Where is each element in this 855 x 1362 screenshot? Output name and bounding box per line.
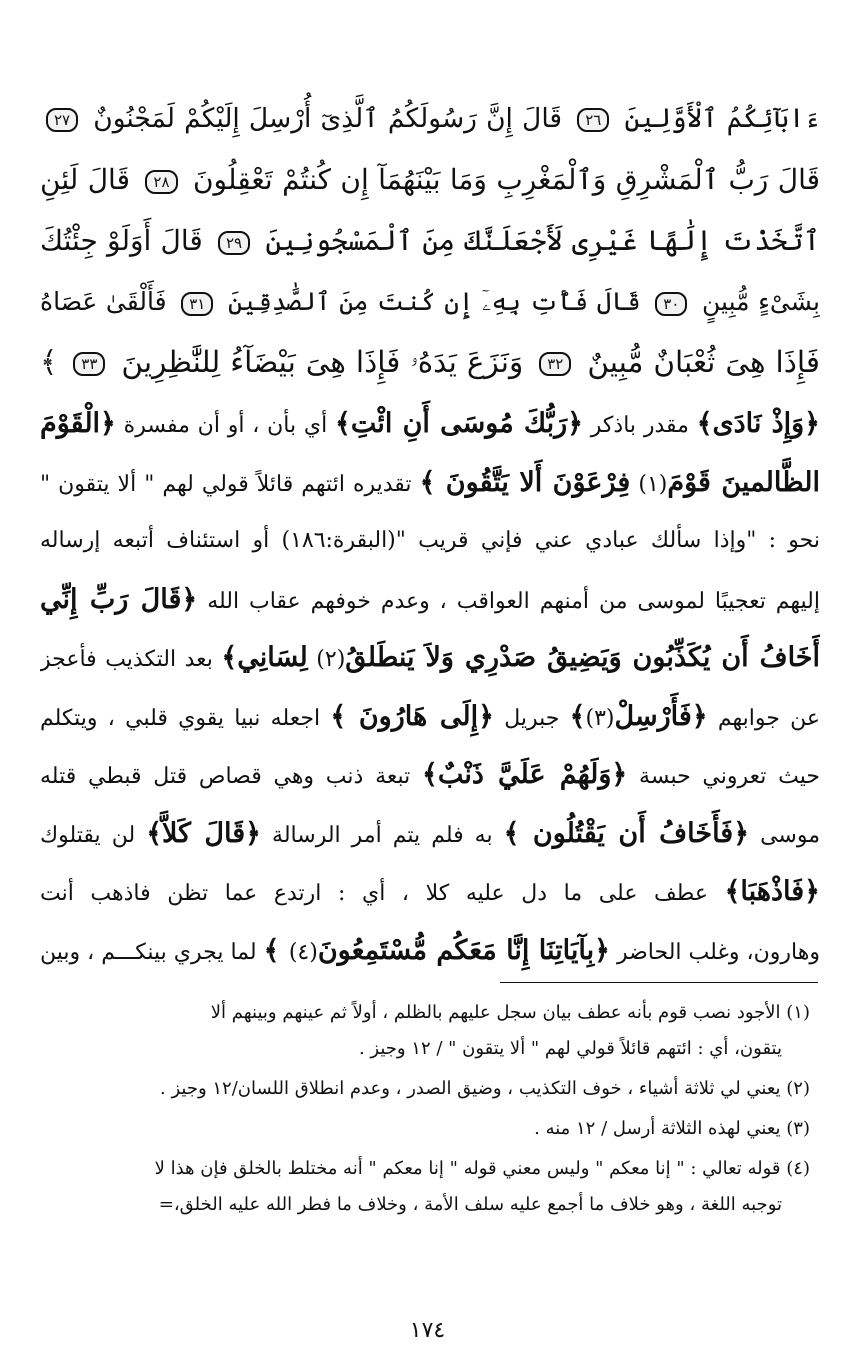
commentary-text: (٤): [288, 939, 318, 965]
quran-text: فَإِذَا هِىَ ثُعْبَانٌ مُّبِينٌ: [587, 345, 820, 379]
quranic-quote: فِرْعَوْنَ أَلا يَتَّقُونَ ﴾: [419, 466, 631, 498]
commentary-text: بعد التكذيب فأعجز: [40, 647, 222, 672]
quran-text: وَنَزَعَ يَدَهُۥ فَإِذَا هِىَ بَيْضَآءُ لِلنَّٰظِرِينَ: [121, 345, 524, 379]
footnote-line: (٣) يعني لهذه الثلاثة أرسل / ١٢ منه .: [534, 1118, 810, 1139]
commentary-text: (٣): [585, 705, 615, 731]
commentary-text: نحو : "وإذا سألك عبادي عني فإني قريب "(البقرة:١٨٦) أو استئناف أتبعه إرساله: [40, 528, 820, 553]
quran-text: قَالَ أَوَلَوْ جِئْتُكَ: [40, 224, 203, 257]
quranic-quote: أَخَافُ أَن يُكَذِّبُون وَيَضِيقُ صَدْرِي وَلاَ يَنطَلقُ: [345, 642, 820, 673]
tafsir-line: [40, 922, 820, 981]
tafsir-line: [40, 629, 820, 688]
commentary-text: عطف على ما دل عليه كلا ، أي : ارتدع عما تظن فاذهب أنت: [40, 881, 725, 906]
commentary-text: موسى: [749, 822, 820, 848]
tafsir-line: [40, 863, 820, 922]
commentary-text: مقدر باذكر: [583, 413, 697, 438]
quranic-quote: ﴿إِلَى هَارُونَ ﴾: [330, 700, 494, 732]
ayah-number-marker: ٢٨: [145, 170, 177, 194]
quranic-quote: ﴿فَاذْهَبَا﴾: [724, 876, 820, 907]
quranic-quote: ﴾: [263, 934, 289, 966]
commentary-text: جبريل: [493, 705, 570, 731]
footnote-line: توجبه اللغة ، وهو خلاف ما أجمع عليه سلف الأمة ، وخلاف ما فطر الله عليه الخلق،=: [158, 1194, 782, 1215]
quran-line: [40, 210, 820, 271]
commentary-text: لن يقتلوك: [40, 822, 147, 848]
quranic-quote: ﴿فَأَرْسِلْ: [614, 700, 708, 732]
quranic-quote: ﴾: [569, 700, 586, 732]
quranic-quote: ﴿قَالَ رَبِّ إِنِّي: [40, 583, 198, 615]
commentary-text: اجعله نبيا يقوي قلبي ، ويتكلم: [40, 705, 331, 731]
ayah-number-marker: ٣٢: [539, 352, 571, 376]
quran-line: [40, 271, 820, 332]
commentary-text: إليهم تعجيبًا لموسى من أمنهم العواقب ، وعدم خوفهم عقاب الله: [197, 588, 820, 614]
quranic-quote: ﴿وَلَهُمْ عَلَيَّ ذَنْبٌ﴾: [422, 759, 628, 790]
ayah-number-marker: ٢٧: [46, 108, 78, 132]
quran-line: [40, 332, 820, 393]
footnote-line: (٢) يعني لي ثلاثة أشياء ، خوف التكذيب ، وضيق الصدر ، وعدم انطلاق اللسان/١٢ وجيز .: [160, 1078, 810, 1099]
commentary-text: تقديره ائتهم قائلاً قولي لهم " ألا يتقون ": [40, 471, 420, 497]
footnotes: [50, 995, 810, 1223]
tafsir-line: [40, 746, 820, 805]
ayah-number-marker: ٣٣: [73, 352, 105, 376]
commentary-text: (١): [630, 471, 668, 497]
tafsir-line: [40, 512, 820, 571]
quranic-quote: ﴿بِآيَاتِنَا إِنَّا مَعَكُم مُّسْتَمِعُونَ: [317, 934, 610, 966]
tafsir-line: [40, 571, 820, 630]
page-number: ١٧٤: [409, 1318, 446, 1343]
quranic-quote: ﴿رَبُّكَ مُوسَى أَنِ ائْتِ﴾: [335, 408, 583, 439]
commentary-text: حيث تعروني حبسة: [627, 764, 820, 789]
quranic-quote: الظَّالمينَ قَوْمَ: [667, 466, 820, 498]
commentary-text: وهارون، وغلب الحاضر: [609, 939, 820, 965]
footnote-line: يتقون، أي : ائتهم قائلاً قولي لهم " ألا يتقون " / ١٢ وجيز .: [358, 1038, 782, 1059]
quran-text: قَالَ إِنَّ رَسُولَكُمُ ٱلَّذِىٓ أُرْسِلَ إِلَيْكُمْ لَمَجْنُونٌ: [93, 103, 563, 134]
commentary-text: لما يجري بينكـــم ، وبين: [40, 939, 264, 965]
quran-line: [40, 149, 820, 210]
quran-text: فَأَلْقَىٰ عَصَاهُ: [40, 287, 167, 316]
tafsir-line: [40, 395, 820, 454]
commentary-text: (٢): [307, 647, 346, 672]
tafsir-line: [40, 454, 820, 513]
ayah-number-marker: ٣٠: [655, 292, 687, 316]
quranic-quote: ﴿فَأَخَافُ أَن يَقْتُلُون ﴾: [503, 817, 750, 849]
commentary-text: به فلم يتم أمر الرسالة: [261, 822, 504, 848]
quran-text: ءَابَآئِكُمُ ٱلْأَوَّلِينَ: [624, 103, 820, 134]
quran-text: بِشَىْءٍ مُّبِينٍ: [702, 287, 820, 316]
quranic-quote: ﴿قَالَ كَلاَّ﴾: [146, 817, 262, 849]
quranic-quote: ﴿وَإِذْ نَادَى﴾: [696, 408, 820, 439]
quran-text: قَالَ رَبُّ ٱلْمَشْرِقِ وَٱلْمَغْرِبِ وَمَا بَيْنَهُمَآ إِن كُنتُمْ تَعْقِلُونَ: [192, 163, 820, 196]
footnote-line: (١) الأجود نصب قوم بأنه عطف بيان سجل عليهم بالظلم ، أولاً ثم عينهم وبينهم ألا: [210, 1002, 810, 1023]
commentary-text: أي بأن ، أو أن مفسرة: [115, 413, 336, 438]
quran-text-block: [40, 88, 820, 393]
ayah-number-marker: ٣١: [181, 292, 213, 316]
quran-line: [40, 88, 820, 149]
commentary-text: تبعة ذنب وهي قصاص قتل قبطي قتله: [40, 764, 423, 789]
commentary-text: عن جوابهم: [707, 705, 820, 731]
footnote-line: (٤) قوله تعالي : " إنا معكم " وليس معني قوله " إنا معكم " أنه مختلط بالخلق فإن هذا لا: [154, 1158, 810, 1179]
quran-text: قَالَ فَأْتِ بِهِۦٓ إِن كُنتَ مِنَ ٱلصَّٰدِقِينَ: [227, 287, 641, 316]
ayah-number-marker: ٢٦: [577, 108, 609, 132]
quran-text: ٱتَّخَذْتَ إِلَٰهًا غَيْرِى لَأَجْعَلَنَّكَ مِنَ ٱلْمَسْجُونِينَ: [265, 224, 820, 257]
ayah-number-marker: ٢٩: [218, 231, 250, 255]
quran-text: ﴾: [40, 345, 58, 379]
tafsir-line: [40, 805, 820, 864]
quranic-quote: ﴿الْقَوْمَ: [40, 408, 116, 439]
quranic-quote: لِسَانِي﴾: [221, 642, 308, 673]
footnote-divider: [500, 982, 818, 983]
tafsir-commentary: [40, 395, 820, 980]
quran-text: قَالَ لَئِنِ: [40, 163, 130, 196]
tafsir-line: [40, 688, 820, 747]
